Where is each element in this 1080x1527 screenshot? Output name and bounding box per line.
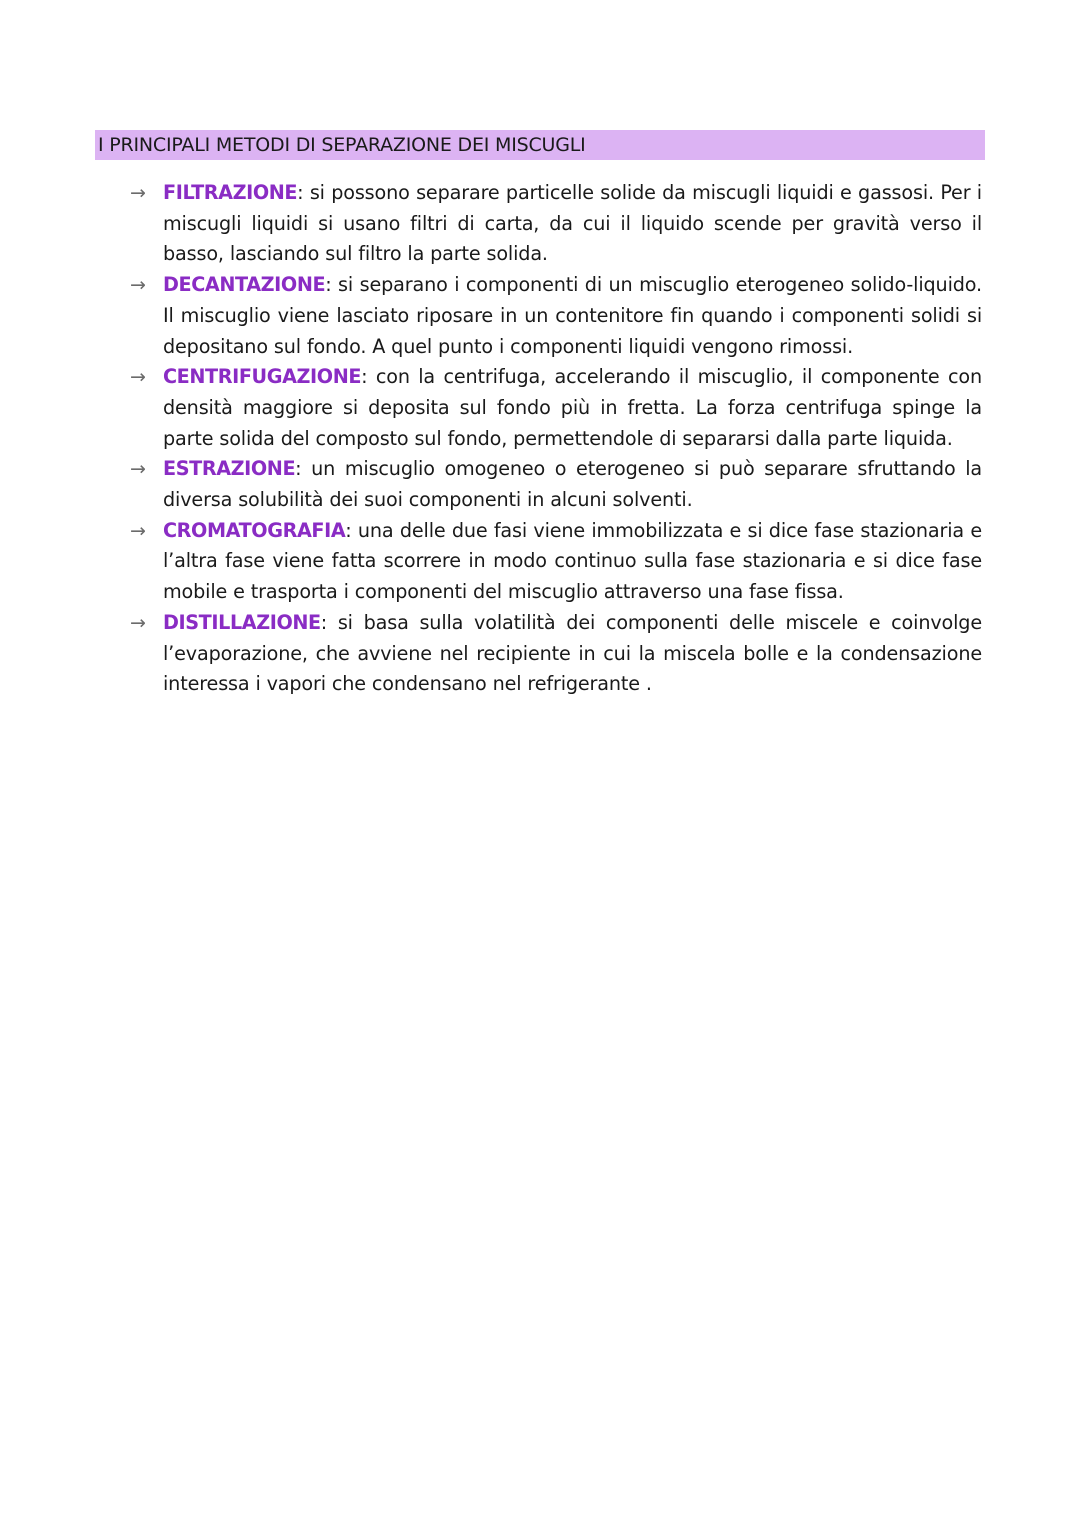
list-item-decantazione <box>130 270 982 362</box>
separation-methods-list <box>130 178 982 700</box>
term-description: : si separano i componenti di un miscuglio eterogeneo solido-liquido. Il miscuglio viene lasciato riposare in un contenitore fin quando i componenti solidi si depositano sul fondo. A quel punto i componenti liquidi vengono rimossi. <box>163 273 982 358</box>
arrow-right-icon: → <box>130 366 146 389</box>
arrow-right-icon: → <box>130 611 146 634</box>
term-label: FILTRAZIONE <box>163 181 298 204</box>
term-description: : si possono separare particelle solide da miscugli liquidi e gassosi. Per i miscugli liquidi si usano filtri di carta, da cui il liquido scende per gravità verso il basso, lasciando sul filtro la parte solida. <box>163 181 982 266</box>
term-description: : si basa sulla volatilità dei componenti delle miscele e coinvolge l’evaporazione, che avviene nel recipiente in cui la miscela bolle e la condensazione interessa i vapori che condensano nel refrigerante . <box>163 610 982 696</box>
section-title: I PRINCIPALI METODI DI SEPARAZIONE DEI MISCUGLI <box>95 130 985 160</box>
term-label: CENTRIFUGAZIONE <box>163 365 362 389</box>
arrow-right-icon: → <box>130 182 146 204</box>
list-item-cromatografia <box>130 516 982 608</box>
term-label: ESTRAZIONE <box>163 457 296 481</box>
arrow-right-icon: → <box>130 519 146 542</box>
list-item-filtrazione <box>130 178 982 270</box>
arrow-right-icon: → <box>130 458 146 481</box>
list-item-centrifugazione <box>130 362 982 454</box>
arrow-right-icon: → <box>130 274 146 297</box>
term-description: : una delle due fasi viene immobilizzata e si dice fase stazionaria e l’altra fase viene fatta scorrere in modo continuo sulla fase stazionaria e si dice fase mobile e trasporta i componenti del miscuglio attraverso una fase fissa. <box>163 518 982 604</box>
term-label: DISTILLAZIONE <box>163 610 321 634</box>
list-item-estrazione <box>130 454 982 515</box>
term-description: : con la centrifuga, accelerando il miscuglio, il componente con densità maggiore si deposita sul fondo più in fretta. La forza centrifuga spinge la parte solida del composto sul fondo, permettendole di separarsi dalla parte liquida. <box>163 365 982 450</box>
term-label: DECANTAZIONE <box>163 273 326 297</box>
term-description: : un miscuglio omogeneo o eterogeneo si può separare sfruttando la diversa solubilità dei suoi componenti in alcuni solventi. <box>163 457 982 512</box>
list-item-distillazione <box>130 608 982 700</box>
term-label: CROMATOGRAFIA <box>163 518 346 542</box>
